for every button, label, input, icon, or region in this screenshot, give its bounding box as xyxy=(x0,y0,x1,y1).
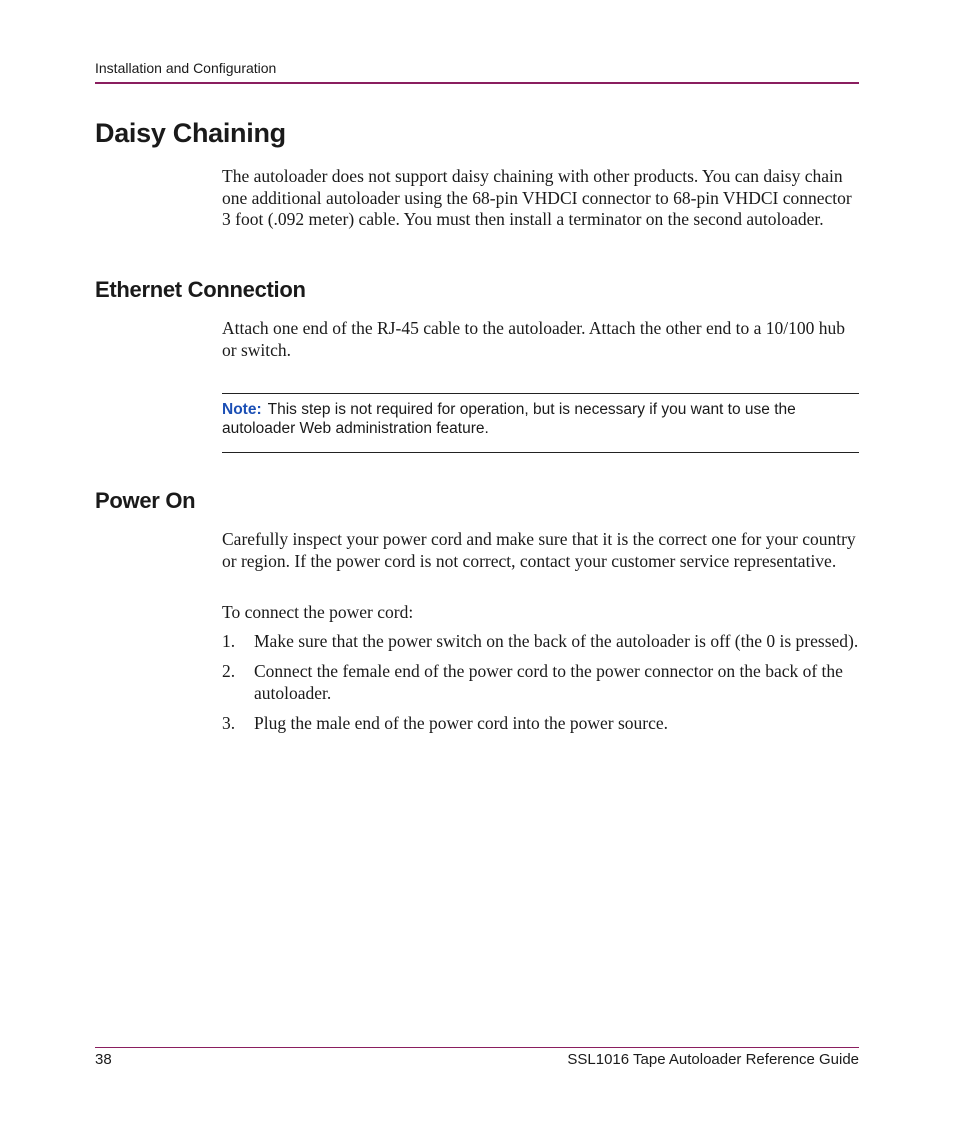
power-cord-steps xyxy=(222,631,862,743)
header-rule xyxy=(95,82,859,84)
note-bottom-rule xyxy=(222,452,859,453)
step-text: Make sure that the power switch on the back of the autoloader is off (the 0 is pressed). xyxy=(254,631,859,651)
power-cord-intro: To connect the power cord: xyxy=(222,602,414,622)
footer-rule xyxy=(95,1047,859,1048)
running-header: Installation and Configuration xyxy=(95,60,277,76)
power-on-paragraph: Carefully inspect your power cord and make sure that it is the correct one for your country or region. If the power cord is not correct, contact your customer service representative. xyxy=(222,529,856,571)
heading-ethernet-connection: Ethernet Connection xyxy=(95,277,306,302)
heading-power-on: Power On xyxy=(95,488,196,513)
note-box xyxy=(222,400,859,438)
page-number: 38 xyxy=(95,1051,112,1068)
note-top-rule xyxy=(222,393,859,394)
step-number: 3. xyxy=(222,712,236,733)
note-label: Note: xyxy=(222,401,262,418)
list-item xyxy=(222,631,862,653)
ethernet-paragraph: Attach one end of the RJ-45 cable to the autoloader. Attach the other end to a 10/100 hub or switch. xyxy=(222,318,846,360)
step-number: 2. xyxy=(222,661,236,681)
footer-title: SSL1016 Tape Autoloader Reference Guide xyxy=(567,1051,859,1068)
step-text: Plug the male end of the power cord into the power source. xyxy=(254,712,669,733)
step-number: 1. xyxy=(222,631,236,651)
list-item xyxy=(222,661,862,704)
list-item xyxy=(222,713,862,735)
heading-daisy-chaining: Daisy Chaining xyxy=(95,118,286,148)
note-text: This step is not required for operation, but is necessary if you want to use the autoloader Web administration feature. xyxy=(222,401,796,437)
step-text: Connect the female end of the power cord to the power connector on the back of the autoloader. xyxy=(254,661,843,703)
daisy-chaining-paragraph: The autoloader does not support daisy chaining with other products. You can daisy chain one additional autoloader using the 68-pin VHDCI connector to 68-pin VHDCI connector 3 foot (.092 meter) cable. You must then install a terminator on the second autoloader. xyxy=(222,166,852,229)
